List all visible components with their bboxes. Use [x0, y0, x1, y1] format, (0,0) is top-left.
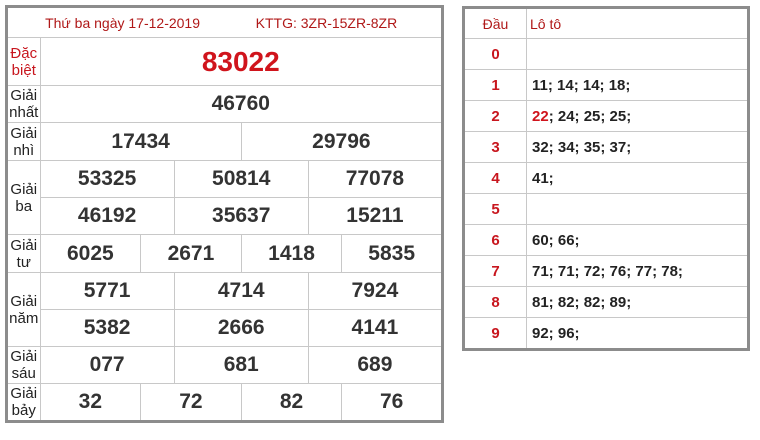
- special-prize-number: 83022: [40, 38, 442, 86]
- third-prize-number: 35637: [174, 198, 308, 235]
- fourth-prize-label: Giải tư: [7, 235, 41, 273]
- first-prize-label: Giải nhất: [7, 86, 41, 123]
- fifth-prize-number: 4141: [308, 310, 442, 347]
- loto-head-digit: 8: [464, 287, 527, 318]
- sixth-prize-number: 681: [174, 347, 308, 384]
- seventh-prize-number: 76: [342, 384, 443, 422]
- loto-values: 71; 71; 72; 76; 77; 78;: [527, 256, 749, 287]
- third-prize-number: 77078: [308, 161, 442, 198]
- results-header: [7, 7, 443, 38]
- fifth-prize-number: 7924: [308, 273, 442, 310]
- lottery-results-table: [5, 5, 444, 423]
- fifth-prize-number: 5382: [40, 310, 174, 347]
- loto-values: [527, 194, 749, 225]
- loto-row: [464, 287, 749, 318]
- loto-table: [462, 6, 750, 351]
- loto-head-digit: 0: [464, 39, 527, 70]
- loto-row: [464, 101, 749, 132]
- loto-values: 32; 34; 35; 37;: [527, 132, 749, 163]
- loto-row: [464, 256, 749, 287]
- loto-row: [464, 132, 749, 163]
- loto-head-digit: 6: [464, 225, 527, 256]
- loto-values: 92; 96;: [527, 318, 749, 350]
- seventh-prize-number: 82: [241, 384, 342, 422]
- first-prize-number: 46760: [40, 86, 442, 123]
- loto-row: [464, 318, 749, 350]
- seventh-prize-label: Giải bảy: [7, 384, 41, 422]
- third-prize-number: 50814: [174, 161, 308, 198]
- loto-row: [464, 163, 749, 194]
- loto-head-digit: 4: [464, 163, 527, 194]
- second-prize-label: Giải nhì: [7, 123, 41, 161]
- sixth-prize-number: 689: [308, 347, 442, 384]
- loto-row: [464, 225, 749, 256]
- loto-head-digit: 5: [464, 194, 527, 225]
- fifth-prize-number: 2666: [174, 310, 308, 347]
- loto-row: [464, 194, 749, 225]
- draw-code: KTTG: 3ZR-15ZR-8ZR: [255, 14, 398, 31]
- special-prize-label: Đặc biệt: [7, 38, 41, 86]
- fourth-prize-number: 1418: [241, 235, 342, 273]
- fifth-prize-number: 5771: [40, 273, 174, 310]
- third-prize-label: Giải ba: [7, 161, 41, 235]
- loto-row: [464, 39, 749, 70]
- sixth-prize-label: Giải sáu: [7, 347, 41, 384]
- fourth-prize-number: 2671: [141, 235, 242, 273]
- seventh-prize-number: 32: [40, 384, 141, 422]
- loto-values: 11; 14; 14; 18;: [527, 70, 749, 101]
- loto-head-digit: 9: [464, 318, 527, 350]
- fourth-prize-number: 5835: [342, 235, 443, 273]
- loto-values: 60; 66;: [527, 225, 749, 256]
- loto-head-digit: 2: [464, 101, 527, 132]
- loto-head-digit: 1: [464, 70, 527, 101]
- loto-special-highlight: 22: [532, 107, 549, 125]
- loto-head-digit: 7: [464, 256, 527, 287]
- loto-values: ; 24; 25; 25;: [548, 107, 632, 125]
- third-prize-number: 46192: [40, 198, 174, 235]
- loto-head-column-header: Đầu: [464, 8, 527, 39]
- draw-date: Thứ ba ngày 17-12-2019: [45, 14, 201, 31]
- fifth-prize-number: 4714: [174, 273, 308, 310]
- loto-values: 81; 82; 82; 89;: [527, 287, 749, 318]
- loto-values: [527, 39, 749, 70]
- loto-values: 41;: [527, 163, 749, 194]
- loto-row: [464, 70, 749, 101]
- sixth-prize-number: 077: [40, 347, 174, 384]
- loto-values-column-header: Lô tô: [527, 8, 749, 39]
- third-prize-number: 15211: [308, 198, 442, 235]
- second-prize-number: 29796: [241, 123, 442, 161]
- fifth-prize-label: Giải năm: [7, 273, 41, 347]
- second-prize-number: 17434: [40, 123, 241, 161]
- loto-head-digit: 3: [464, 132, 527, 163]
- seventh-prize-number: 72: [141, 384, 242, 422]
- third-prize-number: 53325: [40, 161, 174, 198]
- fourth-prize-number: 6025: [40, 235, 141, 273]
- loto-values-cell: [527, 101, 749, 132]
